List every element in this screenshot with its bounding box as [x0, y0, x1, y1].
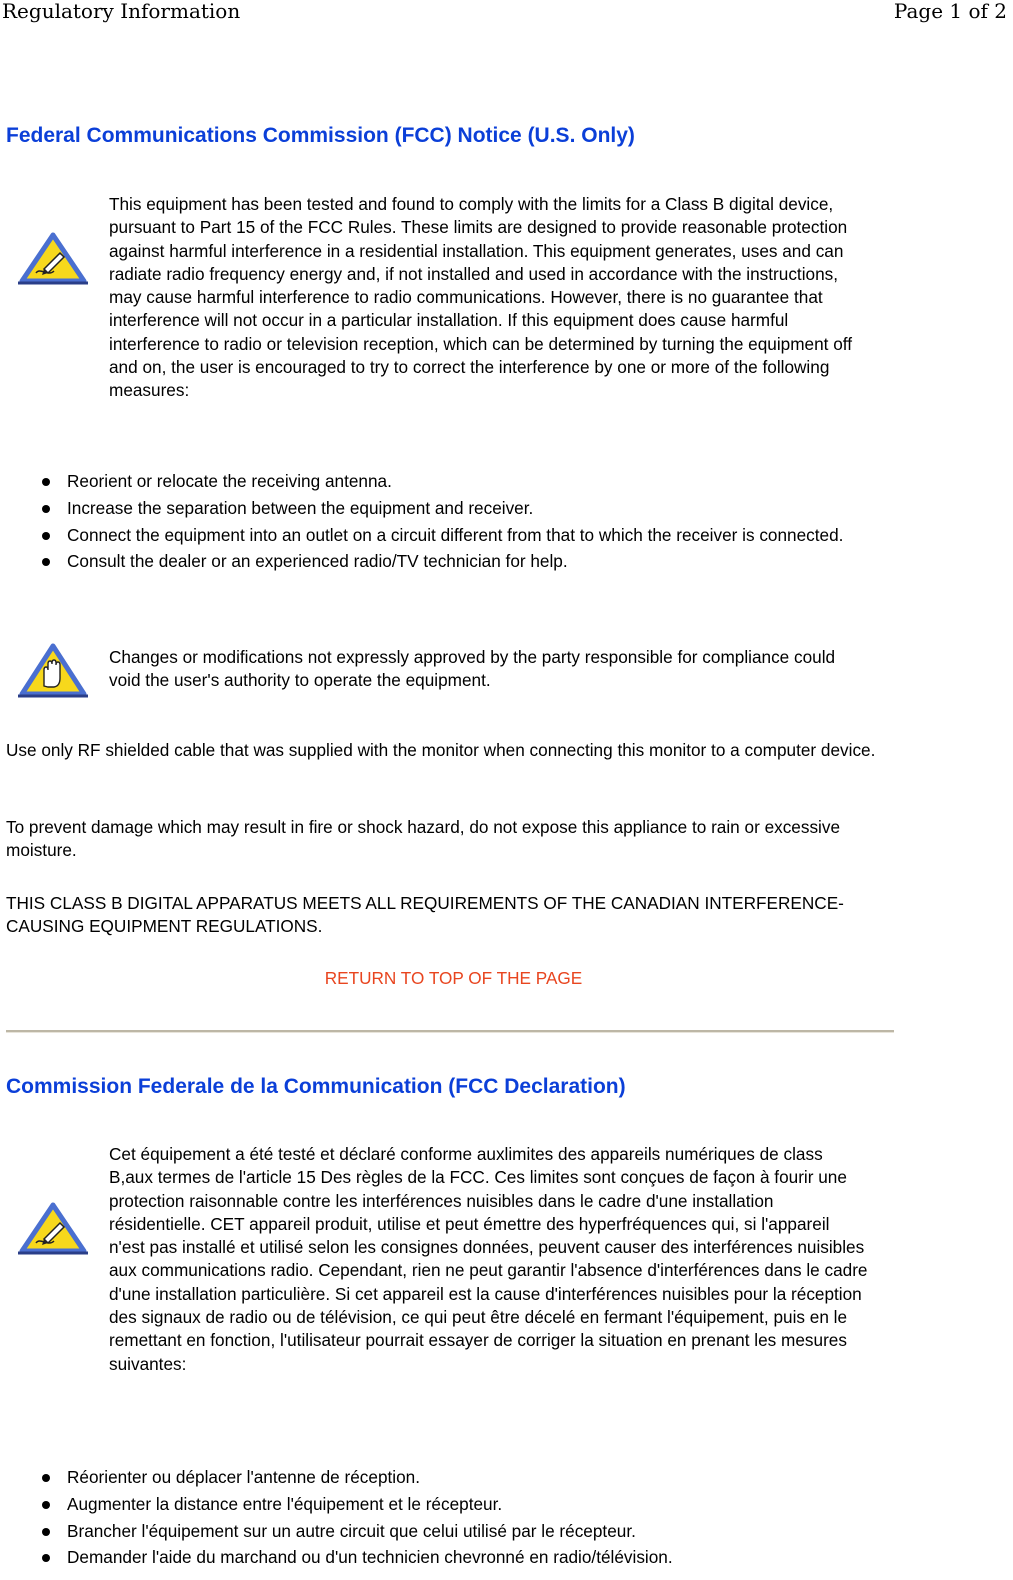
fcc-note-block [6, 193, 901, 433]
print-header [0, 0, 1013, 26]
declaration-note-text: Cet équipement a été testé et déclaré conforme auxlimites des appareils numériques de class B,aux termes de l'article 15 Des règles de la FCC. Ces limites sont conçues de façon à fourir une protection raisonnable contre les interférences nuisibles dans le cadre d'une installation résidentielle. CET appareil produit, utilise et peut émettre des hyperfréquences qui, si l'appareil n'est pas installé et utilisé selon les consignes données, peuvent causer des interférences nuisibles aux communications radio. Cependant, rien ne peut garantir l'absence d'interférences dans le cadre d'une installation particulière. Si cet appareil est la cause d'interférences nuisibles pour la réception des signaux de radio ou de télévision, ce qui peut être décelé en fermant l'équipement, puis en le remettant en fonction, l'utilisateur pourrait essayer de corriger la situation en prenant les mesures suivantes: [109, 1144, 868, 1374]
list-item: Increase the separation between the equipment and receiver. [6, 497, 901, 520]
moisture-paragraph: To prevent damage which may result in fire or shock hazard, do not expose this appliance to rain or excessive moisture. [6, 817, 841, 861]
note-pencil-icon [14, 1199, 92, 1262]
caution-text: Changes or modifications not expressly approved by the party responsible for compliance could void the user's authority to operate the equipment. [109, 647, 836, 691]
list-item: Réorienter ou déplacer l'antenne de réception. [6, 1466, 901, 1489]
fcc-measures-list [6, 470, 901, 577]
canada-paragraph: THIS CLASS B DIGITAL APPARATUS MEETS ALL REQUIREMENTS OF THE CANADIAN INTERFERENCE-CAUSING EQUIPMENT REGULATIONS. [6, 893, 844, 937]
list-item: Demander l'aide du marchand ou d'un technicien chevronné en radio/télévision. [6, 1546, 901, 1569]
declaration-note-block [6, 1143, 901, 1433]
declaration-measures-list [6, 1466, 901, 1573]
caution-hand-icon [14, 640, 92, 705]
print-header-page: Page 1 of 2 [893, 0, 1007, 23]
return-to-top-link[interactable]: RETURN TO TOP OF THE PAGE [324, 968, 583, 988]
section-divider [6, 1030, 894, 1033]
fcc-notice-title: Federal Communications Commission (FCC) Notice (U.S. Only) [6, 124, 635, 147]
list-item: Augmenter la distance entre l'équipement et le récepteur. [6, 1493, 901, 1516]
list-item: Brancher l'équipement sur un autre circuit que celui utilisé par le récepteur. [6, 1520, 901, 1543]
print-header-title: Regulatory Information [2, 0, 241, 23]
cable-paragraph: Use only RF shielded cable that was supplied with the monitor when connecting this monitor to a computer device. [6, 740, 876, 760]
fcc-note-text: This equipment has been tested and found to comply with the limits for a Class B digital device, pursuant to Part 15 of the FCC Rules. These limits are designed to provide reasonable protection against harmful interference in a residential installation. This equipment generates, uses and can radiate radio frequency energy and, if not installed and used in accordance with the instructions, may cause harmful interference to radio communications. However, there is no guarantee that interference will not occur in a particular installation. If this equipment does cause harmful interference to radio or television reception, which can be determined by turning the equipment off and on, the user is encouraged to try to correct the interference by one or more of the following measures: [109, 194, 853, 401]
list-item: Consult the dealer or an experienced radio/TV technician for help. [6, 550, 901, 573]
list-item: Connect the equipment into an outlet on a circuit different from that to which the receiver is connected. [6, 524, 901, 547]
list-item: Reorient or relocate the receiving antenna. [6, 470, 901, 493]
caution-block [6, 646, 901, 706]
fcc-declaration-title: Commission Federale de la Communication (FCC Declaration) [6, 1075, 626, 1098]
note-pencil-icon [14, 229, 92, 292]
